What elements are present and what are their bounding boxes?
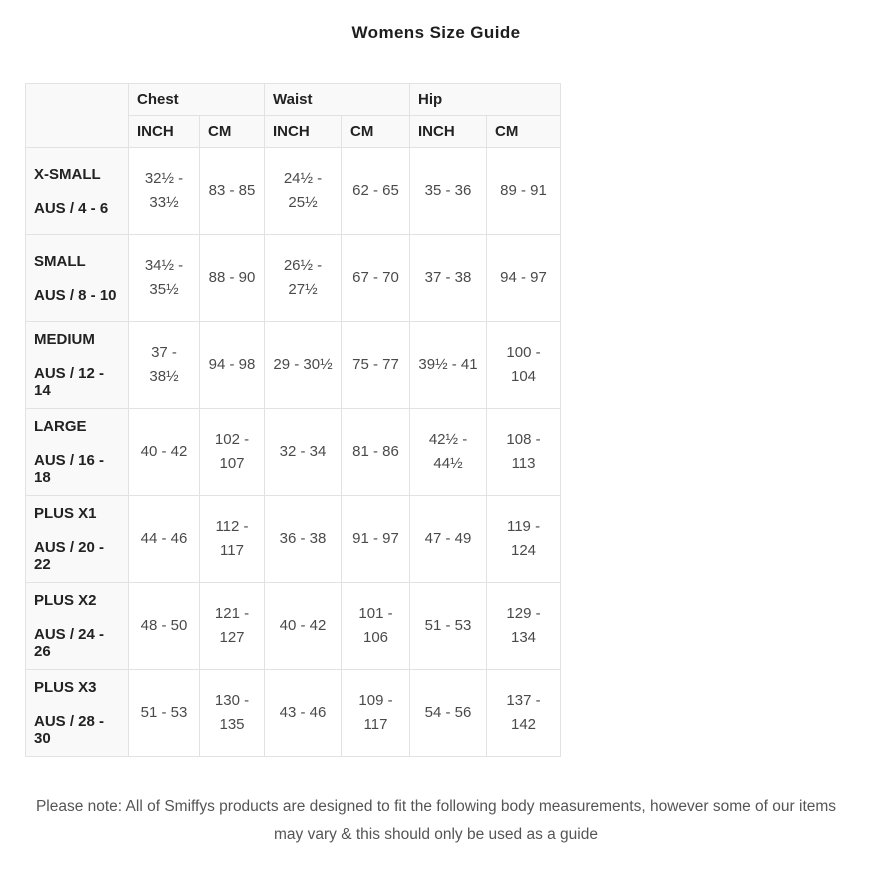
group-header-waist: Waist — [265, 84, 410, 116]
unit-header-chest-inch: INCH — [129, 116, 200, 148]
size-aus-label: AUS / 8 - 10 — [34, 286, 117, 304]
size-guide-table — [25, 83, 561, 757]
waist-cm-value: 81 - 86 — [342, 409, 410, 496]
waist-cm-value: 62 - 65 — [342, 148, 410, 235]
size-cell — [26, 235, 129, 322]
chest-cm-value: 88 - 90 — [200, 235, 265, 322]
waist-inch-value: 32 - 34 — [265, 409, 342, 496]
chest-cm-value: 102 - 107 — [200, 409, 265, 496]
group-header-chest: Chest — [129, 84, 265, 116]
size-label: X-SMALL — [34, 165, 101, 183]
chest-cm-value: 121 - 127 — [200, 583, 265, 670]
size-cell — [26, 322, 129, 409]
unit-header-hip-cm: CM — [487, 116, 561, 148]
disclaimer-note: Please note: All of Smiffys products are designed to fit the following body measurements, however some of our items may vary & this should only be used as a guide — [35, 798, 837, 843]
waist-cm-value: 109 - 117 — [342, 670, 410, 757]
waist-inch-value: 24½ - 25½ — [265, 148, 342, 235]
size-aus-label: AUS / 24 - 26 — [34, 626, 105, 660]
waist-inch-value: 26½ - 27½ — [265, 235, 342, 322]
group-header-hip: Hip — [410, 84, 561, 116]
chest-inch-value: 48 - 50 — [129, 583, 200, 670]
table-row — [26, 148, 561, 235]
size-aus-label: AUS / 12 - 14 — [34, 365, 105, 399]
hip-cm-value: 129 - 134 — [487, 583, 561, 670]
chest-inch-value: 37 - 38½ — [129, 322, 200, 409]
size-label: LARGE — [34, 418, 87, 435]
size-cell — [26, 583, 129, 670]
table-row — [26, 322, 561, 409]
hip-inch-value: 42½ - 44½ — [410, 409, 487, 496]
table-row — [26, 235, 561, 322]
hip-inch-value: 54 - 56 — [410, 670, 487, 757]
unit-header-chest-cm: CM — [200, 116, 265, 148]
chest-inch-value: 32½ - 33½ — [129, 148, 200, 235]
waist-cm-value: 75 - 77 — [342, 322, 410, 409]
size-label: PLUS X3 — [34, 679, 97, 696]
hip-inch-value: 39½ - 41 — [410, 322, 487, 409]
chest-cm-value: 94 - 98 — [200, 322, 265, 409]
chest-inch-value: 40 - 42 — [129, 409, 200, 496]
hip-inch-value: 51 - 53 — [410, 583, 487, 670]
size-label: SMALL — [34, 252, 86, 270]
waist-cm-value: 91 - 97 — [342, 496, 410, 583]
table-header — [26, 84, 561, 148]
hip-inch-value: 35 - 36 — [410, 148, 487, 235]
hip-cm-value: 100 - 104 — [487, 322, 561, 409]
hip-cm-value: 119 - 124 — [487, 496, 561, 583]
size-cell — [26, 670, 129, 757]
chest-inch-value: 51 - 53 — [129, 670, 200, 757]
waist-inch-value: 36 - 38 — [265, 496, 342, 583]
unit-header-waist-cm: CM — [342, 116, 410, 148]
chest-cm-value: 130 - 135 — [200, 670, 265, 757]
hip-cm-value: 89 - 91 — [487, 148, 561, 235]
group-header-row — [26, 84, 561, 116]
size-cell — [26, 496, 129, 583]
waist-inch-value: 43 - 46 — [265, 670, 342, 757]
hip-cm-value: 108 - 113 — [487, 409, 561, 496]
size-label: PLUS X1 — [34, 505, 97, 522]
chest-inch-value: 34½ - 35½ — [129, 235, 200, 322]
page-title: Womens Size Guide — [351, 23, 521, 42]
table-row — [26, 409, 561, 496]
hip-inch-value: 47 - 49 — [410, 496, 487, 583]
waist-cm-value: 67 - 70 — [342, 235, 410, 322]
waist-inch-value: 29 - 30½ — [265, 322, 342, 409]
unit-header-waist-inch: INCH — [265, 116, 342, 148]
size-label: PLUS X2 — [34, 592, 97, 609]
table-body — [26, 148, 561, 757]
chest-cm-value: 83 - 85 — [200, 148, 265, 235]
table-row — [26, 670, 561, 757]
size-aus-label: AUS / 16 - 18 — [34, 452, 105, 486]
size-aus-label: AUS / 4 - 6 — [34, 199, 109, 217]
chest-cm-value: 112 - 117 — [200, 496, 265, 583]
size-cell — [26, 148, 129, 235]
waist-inch-value: 40 - 42 — [265, 583, 342, 670]
size-label: MEDIUM — [34, 331, 95, 348]
hip-cm-value: 94 - 97 — [487, 235, 561, 322]
hip-inch-value: 37 - 38 — [410, 235, 487, 322]
size-aus-label: AUS / 28 - 30 — [34, 713, 105, 747]
waist-cm-value: 101 - 106 — [342, 583, 410, 670]
corner-cell — [26, 84, 129, 148]
hip-cm-value: 137 - 142 — [487, 670, 561, 757]
table-row — [26, 496, 561, 583]
unit-header-hip-inch: INCH — [410, 116, 487, 148]
size-cell — [26, 409, 129, 496]
chest-inch-value: 44 - 46 — [129, 496, 200, 583]
size-aus-label: AUS / 20 - 22 — [34, 539, 105, 573]
table-row — [26, 583, 561, 670]
